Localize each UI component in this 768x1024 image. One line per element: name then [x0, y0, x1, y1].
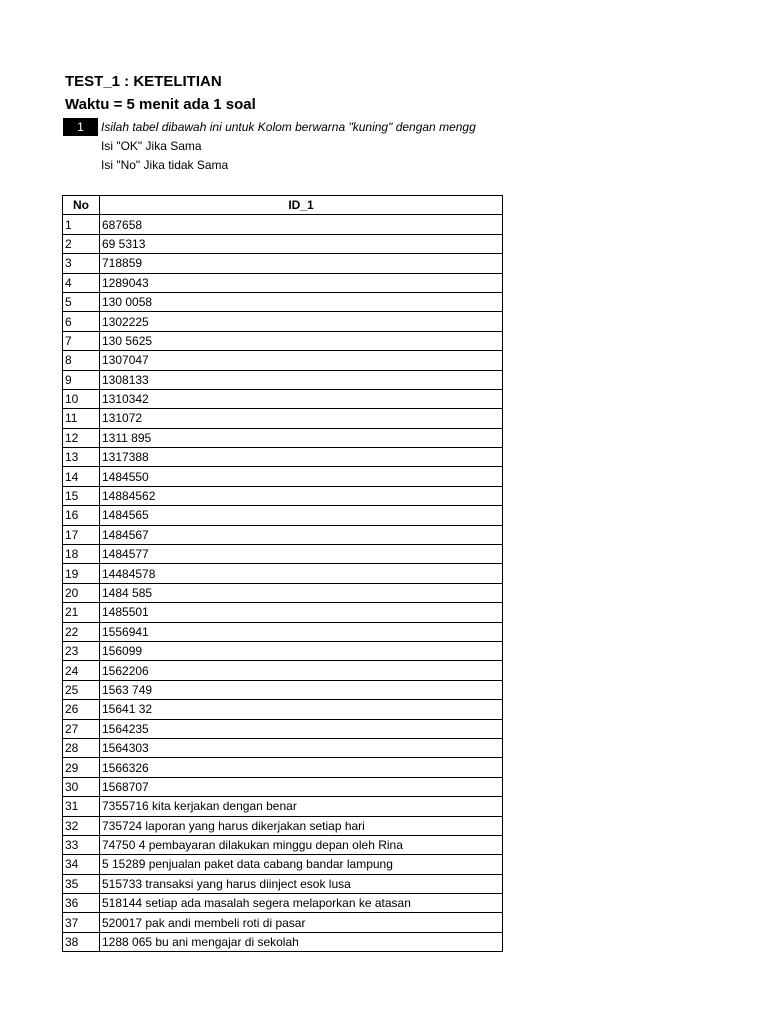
table-row — [63, 913, 503, 932]
id-value-cell[interactable]: 1564235 — [100, 719, 503, 738]
row-number-cell[interactable]: 18 — [63, 545, 100, 564]
id-value-cell[interactable]: 1484550 — [100, 467, 503, 486]
table-row — [63, 719, 503, 738]
row-number-cell[interactable]: 28 — [63, 738, 100, 757]
row-number-cell[interactable]: 1 — [63, 215, 100, 234]
rule-no-text: Isi "No" Jika tidak Sama — [101, 158, 229, 172]
row-number-cell[interactable]: 33 — [63, 835, 100, 854]
table-header-row — [63, 196, 503, 215]
table-row — [63, 680, 503, 699]
id-value-cell[interactable]: 15641 32 — [100, 700, 503, 719]
id-value-cell[interactable]: 1484565 — [100, 506, 503, 525]
id-value-cell[interactable]: 520017 pak andi membeli roti di pasar — [100, 913, 503, 932]
table-row — [63, 428, 503, 447]
table-row — [63, 758, 503, 777]
table-row — [63, 622, 503, 641]
row-number-cell[interactable]: 11 — [63, 409, 100, 428]
id-value-cell[interactable]: 1564303 — [100, 738, 503, 757]
row-number-cell[interactable]: 24 — [63, 661, 100, 680]
row-number-cell[interactable]: 34 — [63, 855, 100, 874]
table-row — [63, 564, 503, 583]
table-row — [63, 835, 503, 854]
row-number-cell[interactable]: 20 — [63, 583, 100, 602]
table-row — [63, 351, 503, 370]
id-value-cell[interactable]: 1288 065 bu ani mengajar di sekolah — [100, 932, 503, 951]
table-row — [63, 816, 503, 835]
table-row — [63, 855, 503, 874]
table-row — [63, 545, 503, 564]
row-number-cell[interactable]: 17 — [63, 525, 100, 544]
row-number-cell[interactable]: 3 — [63, 254, 100, 273]
time-limit-heading: Waktu = 5 menit ada 1 soal — [65, 96, 256, 113]
row-number-cell[interactable]: 9 — [63, 370, 100, 389]
table-row — [63, 700, 503, 719]
row-number-cell[interactable]: 19 — [63, 564, 100, 583]
table-row — [63, 641, 503, 660]
id-value-cell[interactable]: 1317388 — [100, 448, 503, 467]
row-number-cell[interactable]: 6 — [63, 312, 100, 331]
row-number-cell[interactable]: 26 — [63, 700, 100, 719]
id-value-cell[interactable]: 1556941 — [100, 622, 503, 641]
id-value-cell[interactable]: 735724 laporan yang harus dikerjakan setiap hari — [100, 816, 503, 835]
table-row — [63, 661, 503, 680]
row-number-cell[interactable]: 32 — [63, 816, 100, 835]
id-value-cell[interactable]: 1566326 — [100, 758, 503, 777]
row-number-cell[interactable]: 25 — [63, 680, 100, 699]
table-row — [63, 254, 503, 273]
table-row — [63, 389, 503, 408]
row-number-cell[interactable]: 14 — [63, 467, 100, 486]
table-row — [63, 273, 503, 292]
row-number-cell[interactable]: 35 — [63, 874, 100, 893]
id-value-cell[interactable]: 1308133 — [100, 370, 503, 389]
id-value-cell[interactable]: 718859 — [100, 254, 503, 273]
column-header-no: No — [63, 196, 100, 215]
id-value-cell[interactable]: 156099 — [100, 641, 503, 660]
row-number-cell[interactable]: 4 — [63, 273, 100, 292]
row-number-cell[interactable]: 22 — [63, 622, 100, 641]
id-value-cell[interactable]: 69 5313 — [100, 234, 503, 253]
row-number-cell[interactable]: 23 — [63, 641, 100, 660]
question-number-badge: 1 — [63, 118, 98, 136]
id-value-cell[interactable]: 130 5625 — [100, 331, 503, 350]
table-row — [63, 874, 503, 893]
row-number-cell[interactable]: 27 — [63, 719, 100, 738]
row-number-cell[interactable]: 10 — [63, 389, 100, 408]
row-number-cell[interactable]: 15 — [63, 486, 100, 505]
table-row — [63, 525, 503, 544]
table-row — [63, 603, 503, 622]
id-value-cell[interactable]: 7355716 kita kerjakan dengan benar — [100, 797, 503, 816]
id-value-cell[interactable]: 14884562 — [100, 486, 503, 505]
table-row — [63, 467, 503, 486]
id-value-cell[interactable]: 1484567 — [100, 525, 503, 544]
id-value-cell[interactable]: 1563 749 — [100, 680, 503, 699]
row-number-cell[interactable]: 5 — [63, 292, 100, 311]
id-value-cell[interactable]: 131072 — [100, 409, 503, 428]
id-value-cell[interactable]: 1311 895 — [100, 428, 503, 447]
table-row — [63, 215, 503, 234]
table-row — [63, 409, 503, 428]
row-number-cell[interactable]: 8 — [63, 351, 100, 370]
table-row — [63, 331, 503, 350]
table-row — [63, 292, 503, 311]
table-row — [63, 312, 503, 331]
table-row — [63, 583, 503, 602]
table-body — [63, 215, 503, 952]
table-row — [63, 370, 503, 389]
row-number-cell[interactable]: 12 — [63, 428, 100, 447]
id-value-cell[interactable]: 5 15289 penjualan paket data cabang bandar lampung — [100, 855, 503, 874]
table-row — [63, 448, 503, 467]
id-value-cell[interactable]: 1310342 — [100, 389, 503, 408]
row-number-cell[interactable]: 13 — [63, 448, 100, 467]
id-value-cell[interactable]: 518144 setiap ada masalah segera melaporkan ke atasan — [100, 894, 503, 913]
table-row — [63, 506, 503, 525]
table-row — [63, 234, 503, 253]
rule-ok-text: Isi "OK" Jika Sama — [101, 139, 202, 153]
table-row — [63, 738, 503, 757]
table-row — [63, 797, 503, 816]
id-value-cell[interactable]: 1302225 — [100, 312, 503, 331]
id-value-cell[interactable]: 130 0058 — [100, 292, 503, 311]
row-number-cell[interactable]: 7 — [63, 331, 100, 350]
id-value-cell[interactable]: 1289043 — [100, 273, 503, 292]
table-row — [63, 932, 503, 951]
table-row — [63, 777, 503, 796]
id-value-cell[interactable]: 14484578 — [100, 564, 503, 583]
table-row — [63, 486, 503, 505]
id-value-cell[interactable]: 1307047 — [100, 351, 503, 370]
row-number-cell[interactable]: 31 — [63, 797, 100, 816]
id-value-cell[interactable]: 1484577 — [100, 545, 503, 564]
id-value-cell[interactable]: 1562206 — [100, 661, 503, 680]
id-value-cell[interactable]: 74750 4 pembayaran dilakukan minggu depan oleh Rina — [100, 835, 503, 854]
row-number-cell[interactable]: 36 — [63, 894, 100, 913]
id-value-cell[interactable]: 1484 585 — [100, 583, 503, 602]
row-number-cell[interactable]: 30 — [63, 777, 100, 796]
column-header-id: ID_1 — [100, 196, 503, 215]
row-number-cell[interactable]: 2 — [63, 234, 100, 253]
id-value-cell[interactable]: 1568707 — [100, 777, 503, 796]
id-value-cell[interactable]: 1485501 — [100, 603, 503, 622]
row-number-cell[interactable]: 16 — [63, 506, 100, 525]
id-table — [62, 195, 503, 952]
row-number-cell[interactable]: 21 — [63, 603, 100, 622]
table-row — [63, 894, 503, 913]
row-number-cell[interactable]: 29 — [63, 758, 100, 777]
id-value-cell[interactable]: 687658 — [100, 215, 503, 234]
question-instruction: Isilah tabel dibawah ini untuk Kolom berwarna "kuning" dengan mengg — [101, 120, 476, 134]
id-value-cell[interactable]: 515733 transaksi yang harus diinject esok lusa — [100, 874, 503, 893]
page-title: TEST_1 : KETELITIAN — [65, 73, 222, 90]
row-number-cell[interactable]: 38 — [63, 932, 100, 951]
row-number-cell[interactable]: 37 — [63, 913, 100, 932]
